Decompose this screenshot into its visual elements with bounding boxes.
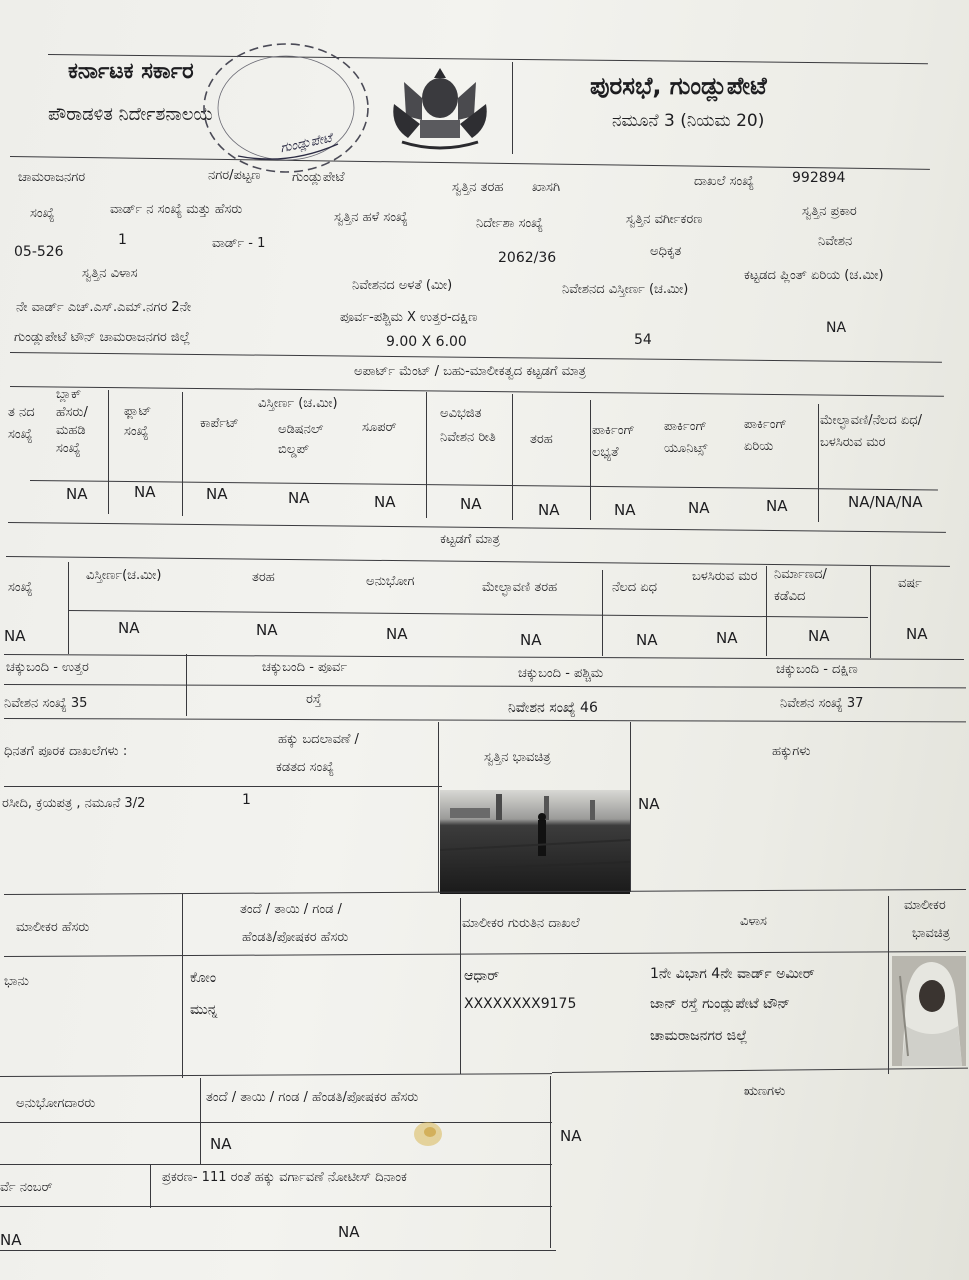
dimension-subtitle: ಪೂರ್ವ-ಪಶ್ಚಿಮ X ಉತ್ತರ-ದಕ್ಷಿಣ <box>340 310 478 325</box>
property-photo-label: ಸ್ವತ್ತಿನ ಭಾವಚಿತ್ರ <box>484 750 551 765</box>
reference-number-value: 2062/36 <box>498 250 557 266</box>
building-section-title: ಕಟ್ಟಡಗೆ ಮಾತ್ರ <box>440 532 500 547</box>
property-photo <box>440 790 630 894</box>
reference-number-label: ನಿರ್ದೇಶಾ ಸಂಖ್ಯೆ <box>476 216 543 231</box>
town-label: ನಗರ/ಪಟ್ಟಣ <box>208 168 261 183</box>
owner-photo-label-1: ಮಾಲೀಕರ <box>904 898 946 913</box>
loans-value: NA <box>560 1127 582 1145</box>
owner-id-label: ಮಾಲೀಕರ ಗುರುತಿನ ದಾಖಲೆ <box>462 916 580 931</box>
apt-value-carpet: NA <box>206 485 228 503</box>
stain-mark <box>408 1116 448 1152</box>
property-number-value: 05-526 <box>14 244 64 260</box>
supporting-docs-value: ರಸೀದಿ, ಕ್ರಯಪತ್ರ , ನಮೂನೆ 3/2 <box>2 796 146 811</box>
survey-number-value: NA <box>0 1231 22 1249</box>
ward-number-value: 1 <box>118 232 127 248</box>
district-value: ಚಾಮರಾಜನಗರ <box>18 170 86 185</box>
occupant-value: NA <box>210 1135 232 1153</box>
owner-relation-value-1: ಕೋಂ <box>190 970 217 986</box>
bld-header-area: ವಿಸ್ತೀರ್ಣ(ಚ.ಮೀ) <box>86 568 162 583</box>
address-line-1: ನೇ ವಾರ್ಡ್ ಎಚ್.ಎಸ್.ಎಮ್.ನಗರ 2ನೇ <box>16 300 192 315</box>
owner-id-number: XXXXXXXX9175 <box>464 996 577 1012</box>
bld-value-floor: NA <box>636 631 658 649</box>
directorate-title: ಪೌರಾಡಳಿತ ನಿರ್ದೇಶನಾಲಯ <box>48 104 213 125</box>
area-label: ನಿವೇಶನದ ವಿಸ್ತೀರ್ಣ (ಚ.ಮೀ) <box>562 282 689 297</box>
apt-header-roof-floor-wood: ಮೇಲ್ಛಾವಣಿ/ನೆಲದ ಏಧ/ಬಳಸಿರುವ ಮರ <box>820 413 923 450</box>
apt-header-super: ಸೂಪರ್ <box>362 420 397 435</box>
rights-change-label-1: ಹಕ್ಕು ಬದಲಾವಣೆ / <box>278 732 359 747</box>
transfer-notice-label: ಪ್ರಕರಣ- 111 ರಂತೆ ಹಕ್ಕು ವರ್ಗಾವಣೆ ನೋಟೀಸ್ ದಿನಾಂಕ <box>162 1170 407 1185</box>
bld-value-roof: NA <box>520 631 542 649</box>
apt-header-area-group: ವಿಸ್ತೀರ್ಣ (ಚ.ಮೀ) <box>258 396 338 411</box>
apt-value-flat: NA <box>134 483 156 501</box>
classification-label: ಸ್ವತ್ತಿನ ವರ್ಗೀಕರಣ <box>626 212 703 227</box>
bld-value-wood: NA <box>716 629 738 647</box>
apt-value-kind: NA <box>538 501 560 519</box>
bld-header-construction: ನಿರ್ಮಾಣದ/ ಕಡೆವಿದ <box>774 567 827 604</box>
transfer-notice-value: NA <box>338 1223 360 1241</box>
property-type-label: ಸ್ವತ್ತಿನ ಪ್ರಕಾರ <box>802 204 857 219</box>
rights-change-label-2: ಕಡತದ ಸಂಖ್ಯೆ <box>276 760 334 775</box>
stamp-text: ಗುಂಡ್ಲುಪೇಟೆ <box>278 130 334 157</box>
bld-value-kind: NA <box>256 621 278 639</box>
old-number-label: ಸ್ವತ್ತಿನ ಹಳೆ ಸಂಖ್ಯೆ <box>334 210 408 225</box>
rights-value: NA <box>638 795 660 813</box>
survey-number-label: ರ್ವೆ ನಂಬರ್ <box>0 1180 53 1195</box>
apt-header-flat: ಫ್ಲಾಟ್ ಸಂಖ್ಯೆ <box>124 404 152 439</box>
boundary-west-label: ಚಕ್ಕುಬಂದಿ - ಪಶ್ಚಿಮ <box>518 666 604 681</box>
supporting-docs-label: ಧಿನತಗೆ ಪೂರಕ ದಾಖಲೆಗಳು : <box>4 744 128 759</box>
apt-value-block: NA <box>66 485 88 503</box>
boundary-east-value: ರಸ್ತೆ <box>306 692 322 707</box>
rights-change-value: 1 <box>242 792 251 808</box>
owner-name-value: ಭಾನು <box>4 974 29 989</box>
apt-header-kind: ತರಹ <box>530 432 553 447</box>
bld-value-year: NA <box>906 625 928 643</box>
apt-value-parking-units: NA <box>688 499 710 517</box>
owner-relation-value-2: ಮುನ್ನ <box>190 1002 218 1018</box>
apartment-section-title: ಅಪಾರ್ಟ್ ಮೆಂಟ್ / ಬಹು-ಮಾಲೀಕತ್ವದ ಕಟ್ಟಡಗೆ ಮಾತ್ರ <box>354 364 586 379</box>
occupant-relation-label: ತಂದೆ / ತಾಯಿ / ಗಂಡ / ಹೆಂಡತಿ/ಪೋಷಕರ ಹೆಸರು <box>206 1090 419 1105</box>
occupant-label: ಅನುಭೋಗದಾರರು <box>16 1096 96 1111</box>
seal-stamp <box>198 38 374 178</box>
address-label: ಸ್ವತ್ತಿನ ವಿಳಾಸ <box>82 266 138 281</box>
bld-value-area: NA <box>118 619 140 637</box>
apt-value-roof-floor-wood: NA/NA/NA <box>848 493 923 511</box>
owner-relation-label-2: ಹೆಂಡತಿ/ಪೋಷಕರ ಹೆಸರು <box>242 930 349 945</box>
boundary-south-value: ನಿವೇಶನ ಸಂಖ್ಯೆ 37 <box>780 696 864 711</box>
owner-address-line-3: ಚಾಮರಾಜನಗರ ಜಿಲ್ಲೆ <box>650 1028 748 1044</box>
owner-id-type: ಆಧಾರ್ <box>464 968 500 984</box>
owner-photo-label-2: ಭಾವಚಿತ್ರ <box>912 926 950 941</box>
ward-label: ವಾರ್ಡ್ ನ ಸಂಖ್ಯೆ ಮತ್ತು ಹೆಸರು <box>110 202 243 217</box>
property-type-value: ನಿವೇಶನ <box>818 234 853 249</box>
town-value: ಗುಂಡ್ಲುಪೇಟೆ <box>292 170 345 185</box>
govt-title: ಕರ್ನಾಟಕ ಸರ್ಕಾರ <box>68 59 194 84</box>
property-kind-label: ಸ್ವತ್ತಿನ ತರಹ <box>452 180 504 195</box>
dimension-value: 9.00 X 6.00 <box>386 334 467 350</box>
classification-value: ಅಧಿಕೃತ <box>650 244 682 259</box>
municipality-title: ಪುರಸಭೆ, ಗುಂಡ್ಲುಪೇಟೆ <box>590 72 767 100</box>
boundary-north-value: ನಿವೇಶನ ಸಂಖ್ಯೆ 35 <box>4 696 88 711</box>
entry-number-label: ದಾಖಲೆ ಸಂಖ್ಯೆ <box>694 174 754 189</box>
apt-header-parking-units: ಪಾರ್ಕಿಂಗ್ ಯೂನಿಟ್ಸ್ <box>664 419 708 456</box>
bld-header-kind: ತರಹ <box>252 570 275 585</box>
owner-relation-label-1: ತಂದೆ / ತಾಯಿ / ಗಂಡ / <box>240 902 342 917</box>
owner-address-line-2: ಜಾನ್ ರಸ್ತೆ ಗುಂಡ್ಲುಪೇಟೆ ಟೌನ್ <box>650 996 790 1012</box>
number-label: ಸಂಖ್ಯೆ <box>30 206 55 221</box>
owner-address-line-1: 1ನೇ ವಿಭಾಗ 4ನೇ ವಾರ್ಡ್ ಅಮೀರ್ <box>650 966 815 982</box>
apt-header-block: ಬ್ಲಾಕ್ ಹೆಸರು/ ಮಹಡಿ ಸಂಖ್ಯೆ <box>56 387 88 456</box>
apt-value-parking-area: NA <box>766 497 788 515</box>
boundary-west-value: ನಿವೇಶನ ಸಂಖ್ಯೆ 46 <box>508 700 598 716</box>
rights-column-label: ಹಕ್ಕುಗಳು <box>772 744 811 759</box>
apt-header-parking-area: ಪಾರ್ಕಿಂಗ್ ಏರಿಯ <box>744 417 787 454</box>
area-value: 54 <box>634 332 652 348</box>
dimension-label: ನಿವೇಶನದ ಅಳತೆ (ಮೀ) <box>352 278 453 293</box>
property-kind-value: ಖಾಸಗಿ <box>532 180 561 195</box>
loans-label: ಋಣಗಳು <box>744 1084 786 1099</box>
bld-value-usage: NA <box>386 625 408 643</box>
bld-header-year: ವರ್ಷ <box>898 576 922 591</box>
bld-value-construction: NA <box>808 627 830 645</box>
boundary-east-label: ಚಕ್ಕುಬಂದಿ - ಪೂರ್ವ <box>262 660 348 675</box>
apt-value-additional: NA <box>288 489 310 507</box>
bld-header-roof: ಮೇಲ್ಛಾವಣಿ ತರಹ <box>482 580 558 595</box>
bld-header-usage: ಅನುಭೋಗ <box>366 574 415 589</box>
boundary-south-label: ಚಕ್ಕುಬಂದಿ - ದಕ್ಷಿಣ <box>776 662 858 677</box>
apt-header-undivided: ಅವಿಭಜಿತ ನಿವೇಶನ ರೀತಿ <box>440 406 496 445</box>
address-line-2: ಗುಂಡ್ಲುಪೇಟೆ ಟೌನ್ ಚಾಮರಾಜನಗರ ಜಿಲ್ಲೆ <box>14 330 191 345</box>
bld-value-number: NA <box>4 627 26 645</box>
boundary-north-label: ಚಕ್ಕುಬಂದಿ - ಉತ್ತರ <box>6 660 89 675</box>
plinth-value: NA <box>826 320 847 336</box>
form-number: ನಮೂನೆ 3 (ನಿಯಮ 20) <box>612 111 765 131</box>
bld-header-floor: ನೆಲದ ಏಧ <box>612 580 658 595</box>
state-emblem-icon <box>384 64 496 156</box>
ward-name-value: ವಾರ್ಡ್ - 1 <box>212 236 266 251</box>
apt-header-parking-availability: ಪಾರ್ಕಿಂಗ್ ಲಭ್ಯತೆ <box>592 423 635 460</box>
apt-value-parking-availability: NA <box>614 501 636 519</box>
apt-header-additional: ಅಡಿಷನಲ್ ಬಿಲ್ಡಪ್ <box>278 422 324 457</box>
apt-value-undivided: NA <box>460 495 482 513</box>
apt-value-super: NA <box>374 493 396 511</box>
apt-header-site: ತ ನದ ಸಂಖ್ಯೆ <box>8 405 35 442</box>
owner-photo <box>892 956 966 1066</box>
entry-number-value: 992894 <box>792 170 846 186</box>
plinth-label: ಕಟ್ಟಡದ ಪ್ಲಿಂತ್ ಏರಿಯ (ಚ.ಮೀ) <box>744 268 884 283</box>
apt-header-carpet: ಕಾರ್ಪೆಟ್ <box>200 416 239 431</box>
owner-address-label: ವಿಳಾಸ <box>740 914 767 929</box>
bld-header-number: ಸಂಖ್ಯೆ <box>8 580 33 595</box>
bld-header-wood: ಬಳಸಿರುವ ಮರ <box>692 569 758 584</box>
owner-name-label: ಮಾಲೀಕರ ಹೆಸರು <box>16 920 90 935</box>
